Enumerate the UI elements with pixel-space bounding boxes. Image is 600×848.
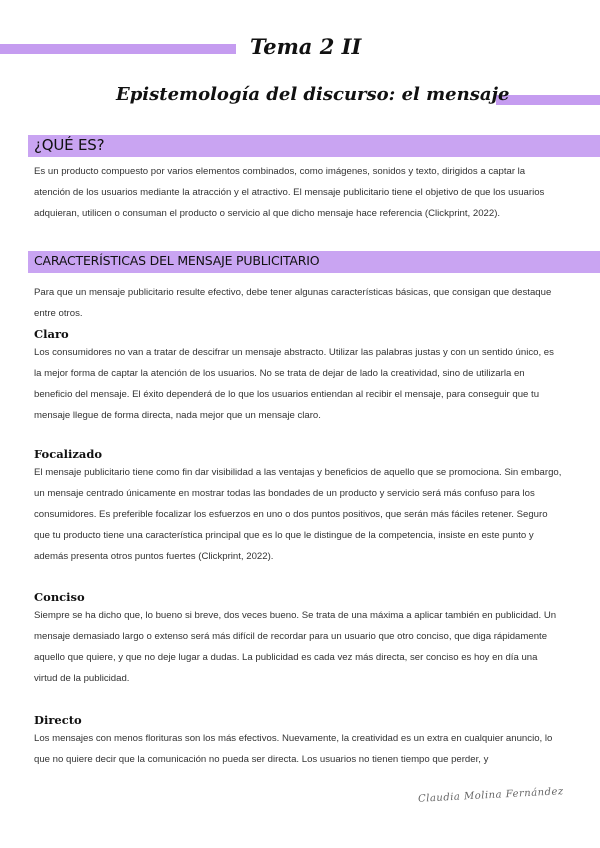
- page-subtitle: Epistemología del discurso: el mensaje: [116, 84, 510, 105]
- paragraph-caracteristicas-intro: Para que un mensaje publicitario resulte efectivo, debe tener algunas características básicas, que consigan que destaque entre otros.: [34, 287, 552, 319]
- header-accent-bar-top: [0, 44, 236, 54]
- subheading-focalizado: Focalizado: [34, 447, 103, 461]
- paragraph-claro: Los consumidores no van a tratar de descifrar un mensaje abstracto. Utilizar las palabras justas y con un sentido único, es la mejor forma de captar la atención de los usuarios. No se trata de dejar de lado la creatividad, sino de utilizarla en beneficio del mensaje. El éxito dependerá de lo que los usuarios entiendan al recibir el mensaje, para conseguir que tu mensaje llegue de forma directa, nada mejor que un mensaje claro.: [34, 347, 554, 421]
- subheading-claro: Claro: [34, 327, 69, 341]
- paragraph-conciso: Siempre se ha dicho que, lo bueno si breve, dos veces bueno. Se trata de una máxima a aplicar también en publicidad. Un mensaje demasiado largo o extenso será más difícil de recordar para un usuario que otro conciso, que diga rápidamente aquello que quiere, y que no deje lugar a dudas. La publicidad es cada vez más directa, ser conciso es hoy en día una virtud de la publicidad.: [34, 610, 557, 684]
- paragraph-directo: Los mensajes con menos florituras son los más efectivos. Nuevamente, la creatividad es un extra en cualquier anuncio, lo que no quiere decir que la comunicación no pueda ser directa. Los usuarios no tienen tiempo que perder, y: [34, 733, 553, 765]
- paragraph-que-es: Es un producto compuesto por varios elementos combinados, como imágenes, sonidos y texto, dirigidos a captar la atención de los usuarios mediante la atracción y el atractivo. El mensaje publicitario tiene el objetivo de que los usuarios adquieran, utilicen o consuman el producto o servicio al que dicho mensaje hace referencia (Clickprint, 2022).: [34, 166, 545, 219]
- signature: Claudia Molina Fernández: [418, 786, 565, 805]
- subheading-directo: Directo: [34, 713, 82, 727]
- header-accent-bar-bottom: [496, 95, 600, 105]
- subheading-conciso: Conciso: [34, 590, 85, 604]
- section-band-que-es: [28, 135, 600, 157]
- paragraph-focalizado: El mensaje publicitario tiene como fin dar visibilidad a las ventajas y beneficios de aquello que se promociona. Sin embargo, un mensaje centrado únicamente en mostrar todas las bondades de un producto y servicio será más confuso para los consumidores. Es preferible focalizar los esfuerzos en uno o dos puntos positivos, que serán más fáciles retener. Seguro que tu producto tiene una característica principal que es lo que le distingue de la competencia, insiste en este punto y además presenta otros puntos fuertes (Clickprint, 2022).: [34, 467, 562, 562]
- page-title: Tema 2 II: [250, 34, 362, 59]
- section-heading-que-es: ¿QUÉ ES?: [34, 136, 105, 154]
- section-heading-caracteristicas: CARACTERÍSTICAS DEL MENSAJE PUBLICITARIO: [34, 253, 320, 268]
